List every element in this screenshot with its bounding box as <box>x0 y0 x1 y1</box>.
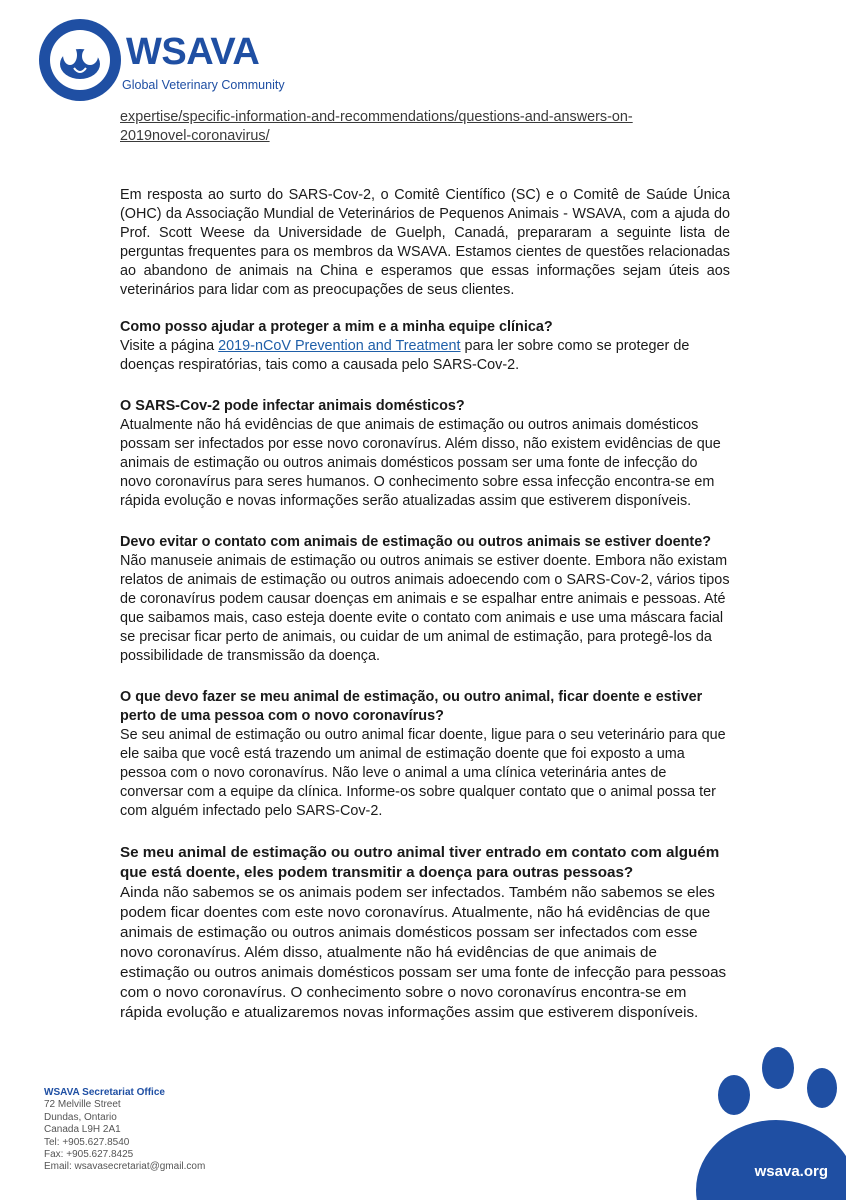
question: O que devo fazer se meu animal de estimação, ou outro animal, ficar doente e estiver perto de uma pessoa com o novo coronavírus? <box>120 689 703 724</box>
answer <box>120 337 730 375</box>
brand-name: WSAVA <box>126 31 260 73</box>
question: O SARS-Cov-2 pode infectar animais domésticos? <box>120 398 465 414</box>
question: Devo evitar o contato com animais de estimação ou outros animais se estiver doente? <box>120 534 711 550</box>
url-line-2[interactable]: 2019novel-coronavirus/ <box>120 128 270 144</box>
question: Se meu animal de estimação ou outro animal tiver entrado em contato com alguém que está doente, eles podem transmitir a doença para outras pessoas? <box>120 844 720 881</box>
footer-address <box>44 1087 205 1174</box>
intro-paragraph: Em resposta ao surto do SARS-Cov-2, o Comitê Científico (SC) e o Comitê de Saúde Única (OHC) da Associação Mundial de Veterinários de Pequenos Animais - WSAVA, com a ajuda do Prof. Scott Weese da Universidade de Guelph, Canadá, prepararam a seguinte lista de perguntas frequentes para os membros da WSAVA. Estamos cientes de questões relacionadas ao abandono de animais na China e esperamos que essas informações sejam úteis aos veterinários para lidar com as preocupações de seus clientes. <box>120 187 730 298</box>
answer: Não manuseie animais de estimação ou outros animais se estiver doente. Embora não existam relatos de animais de estimação ou outros animais adoecendo com o SARS-Cov-2, vários tipos de coronavírus podem causar doenças em animais e se espalhar entre animais e pessoas. Até que saibamos mais, caso esteja doente evite o contato com animais e use uma máscara facial se precisar ficar perto de animais, ou cuidar de um animal de estimação, para protegê-los da possibilidade de transmissão da doença. <box>120 553 730 664</box>
footer-line: Tel: +905.627.8540 <box>44 1136 130 1148</box>
qa-item <box>120 843 730 1023</box>
qa-item <box>120 318 730 375</box>
wsava-seal-logo <box>38 18 122 102</box>
prevention-link[interactable]: 2019-nCoV Prevention and Treatment <box>218 338 461 354</box>
qa-item <box>120 397 730 511</box>
question: Como posso ajudar a proteger a mim e a minha equipe clínica? <box>120 319 553 335</box>
document-body <box>120 108 730 1023</box>
footer-email[interactable]: Email: wsavasecretariat@gmail.com <box>44 1161 206 1173</box>
header <box>38 18 398 102</box>
brand-tagline: Global Veterinary Community <box>122 78 285 92</box>
answer: Atualmente não há evidências de que animais de estimação ou outros animais domésticos possam ser infectados por esse novo coronavírus. Além disso, não existem evidências de que animais de estimação ou outros animais domésticos possam ser uma fonte de infecção do novo coronavírus para seres humanos. O conhecimento sobre essa infecção encontra-se em rápida evolução e novas informações serão atualizadas assim que estiverem disponíveis. <box>120 417 721 509</box>
footer-line: Fax: +905.627.8425 <box>44 1149 134 1161</box>
answer: Se seu animal de estimação ou outro animal ficar doente, ligue para o seu veterinário para que ele saiba que você está trazendo um animal de estimação doente que foi exposto a uma pessoa com o novo coronavírus. Não leve o animal a uma clínica veterinária antes de conversar com a equipe da clínica. Informe-os sobre qualquer contato que o animal possa ter com alguém infectado pelo SARS-Cov-2. <box>120 727 726 819</box>
footer-line: 72 Melville Street <box>44 1099 121 1111</box>
qa-item <box>120 688 730 821</box>
footer-line: Dundas, Ontario <box>44 1111 117 1123</box>
url-line-1[interactable]: expertise/specific-information-and-recommendations/questions-and-answers-on- <box>120 109 633 125</box>
footer-heading: WSAVA Secretariat Office <box>44 1087 165 1098</box>
answer: Ainda não sabemos se os animais podem ser infectados. Também não sabemos se eles podem ficar doentes com este novo coronavírus. Atualmente, não há evidências de que animais de estimação ou outros animais domésticos possam ser infectados com esse novo coronavírus. Além disso, atualmente não há evidências de que animais de estimação ou outros animais domésticos possam ser uma fonte de infecção para pessoas com o novo coronavírus. O conhecimento sobre o novo coronavírus encontra-se em rápida evolução e atualizaremos novas informações assim que estiverem disponíveis. <box>120 884 727 1021</box>
footer-line: Canada L9H 2A1 <box>44 1124 121 1136</box>
website-link[interactable]: wsava.org <box>754 1163 828 1180</box>
answer-text: para ler sobre como se proteger de doenças respiratórias, tais como a causada pelo SARS-Cov-2. <box>120 338 690 373</box>
qa-item <box>120 533 730 666</box>
answer-text: Visite a página <box>120 338 219 354</box>
